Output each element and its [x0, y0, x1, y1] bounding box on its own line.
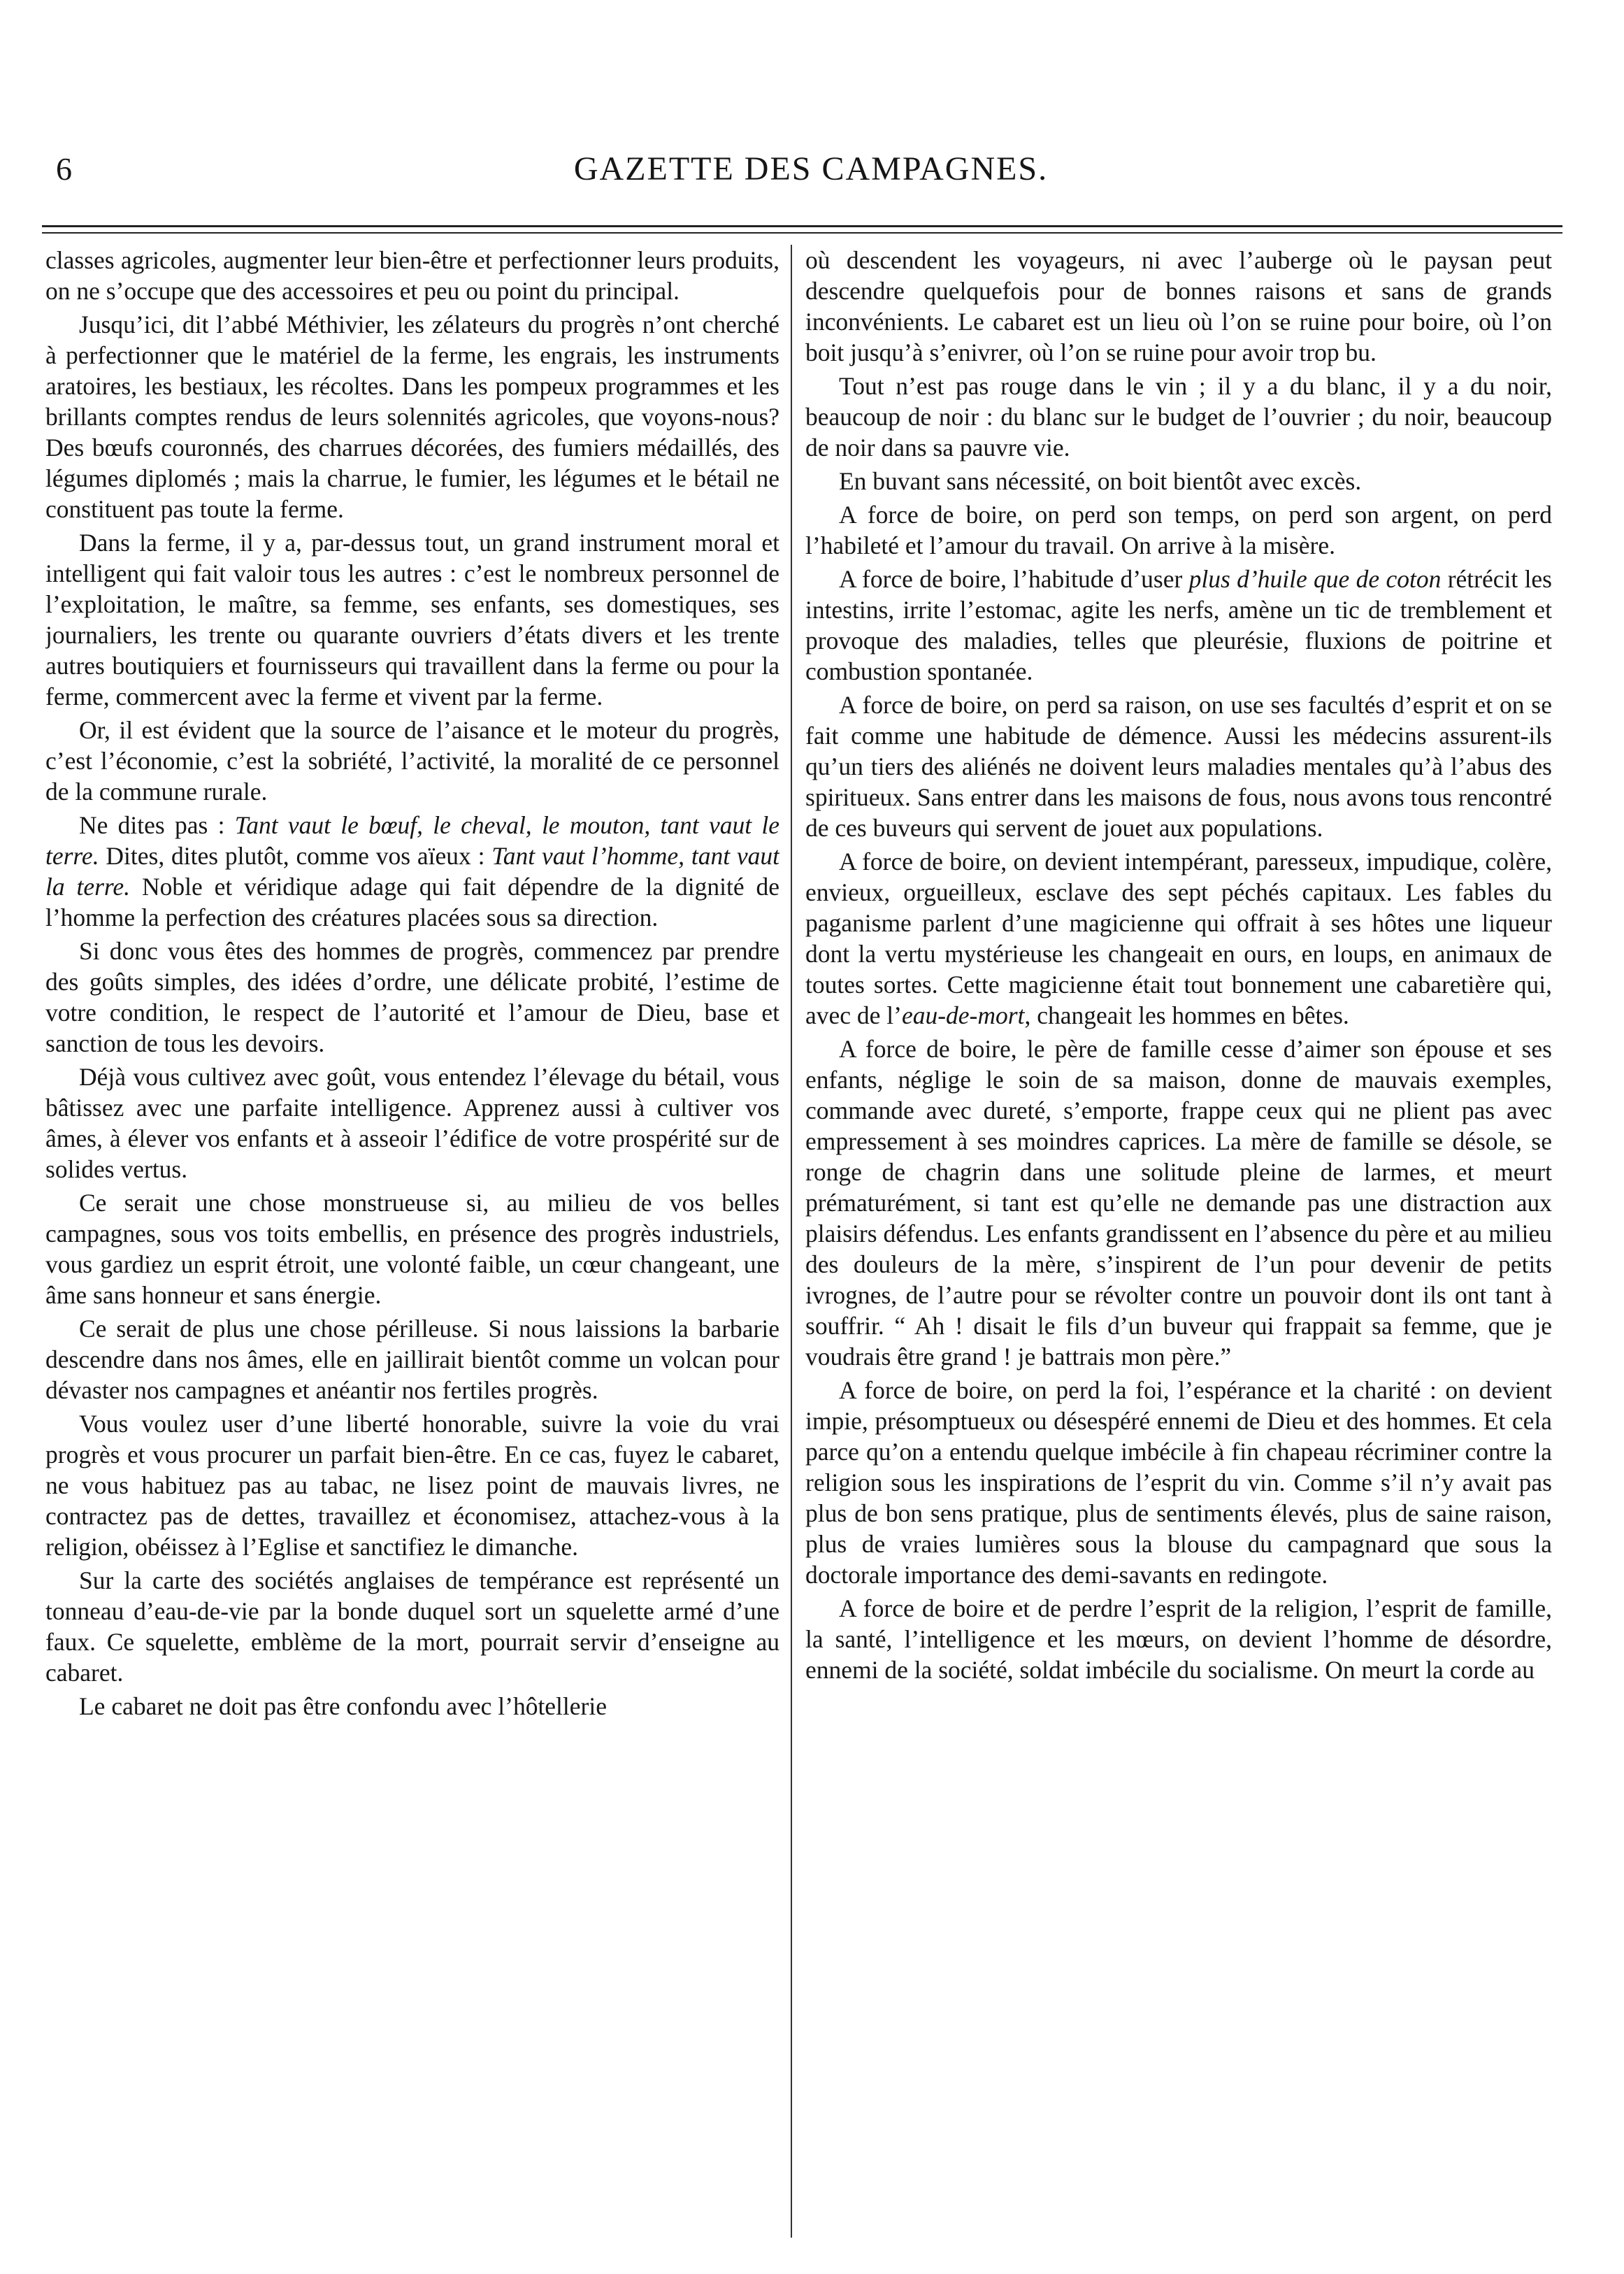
header-rule-thick	[42, 225, 1562, 227]
text-run: A force de boire, on devient intempérant, paresseux, impudique, colère, envieux, orgueilleux, esclave des sept péchés capitaux. Les fables du paganisme parlent d’une magicienne qui offrait à ses hôtes une liqueur dont la vertu mystérieuse les changeait en ours, en loups, en animaux de toutes sortes. Cette magicienne était tout bonnement une cabaretière qui, avec de l’	[805, 848, 1552, 1029]
italic-quote: Tant vaut le bœuf, le cheval, le mouton, tant vaut le terre.	[45, 811, 779, 870]
left-paragraph-9: Ce serait de plus une chose périlleuse. Si nous laissions la barbarie descendre dans nos âmes, elle en jaillirait bientôt comme un volcan pour dévaster nos campagnes et anéantir nos fertiles progrès.	[45, 1315, 779, 1404]
right-paragraph-4: A force de boire, on perd son temps, on perd son argent, on perd l’habileté et l’amour du travail. On arrive à la misère.	[805, 501, 1552, 559]
right-paragraph-8: A force de boire, le père de famille cesse d’aimer son épouse et ses enfants, néglige le soin de sa maison, donne de mauvais exemples, commande avec dureté, s’emporte, frappe ceux qui ne plient pas avec empressement à ses moindres caprices. La mère de famille se désole, se ronge de chagrin dans une solitude pleine de larmes, et meurt prématurément, si tant est qu’elle ne demande pas une distraction aux plaisirs défendus. Les enfants grandissent en l’absence du père et au milieu des douleurs de la mère, s’inspirent de l’un pour devenir de petits ivrognes, de l’autre pour se révolter contre un pouvoir dont ils ont tant à souffrir. “ Ah ! disait le fils d’un buveur qui frappait sa femme, que je voudrais être grand ! je battrais mon père.”	[805, 1035, 1552, 1371]
right-paragraph-5	[805, 564, 1552, 687]
left-paragraph-7: Déjà vous cultivez avec goût, vous entendez l’élevage du bétail, vous bâtissez avec une parfaite intelligence. Apprenez aussi à cultiver vos âmes, à élever vos enfants et à asseoir l’édifice de votre prospérité sur de solides vertus.	[45, 1063, 779, 1183]
left-paragraph-1: classes agricoles, augmenter leur bien-être et perfectionner leurs produits, on ne s’occupe que des accessoires et peu ou point du principal.	[45, 246, 779, 305]
text-run: Ne dites pas :	[79, 811, 235, 839]
right-paragraph-10: A force de boire et de perdre l’esprit de la religion, l’esprit de famille, la santé, l’intelligence et les mœurs, on devient l’homme de désordre, ennemi de la société, soldat imbécile du socialisme. On meurt la corde au	[805, 1594, 1552, 1684]
left-paragraph-10: Vous voulez user d’une liberté honorable, suivre la voie du vrai progrès et vous procurer un parfait bien-être. En ce cas, fuyez le cabaret, ne vous habituez pas au tabac, ne lisez point de mauvais livres, ne contractez pas de dettes, travaillez et économisez, attachez-vous à la religion, obéissez à l’Eglise et sanctifiez le dimanche.	[45, 1410, 779, 1561]
left-column	[45, 245, 779, 2245]
column-divider	[791, 245, 792, 2238]
left-paragraph-8: Ce serait une chose monstrueuse si, au milieu de vos belles campagnes, sous vos toits embellis, en présence des progrès industriels, vous gardiez un esprit étroit, une volonté faible, un cœur changeant, une âme sans honneur et sans énergie.	[45, 1189, 779, 1309]
right-paragraph-1: où descendent les voyageurs, ni avec l’auberge où le paysan peut descendre quelquefois pour de bonnes raisons et sans de grands inconvénients. Le cabaret est un lieu où l’on se ruine pour boire, où l’on boit jusqu’à s’enivrer, où l’on se ruine pour avoir trop bu.	[805, 246, 1552, 366]
left-paragraph-12: Le cabaret ne doit pas être confondu avec l’hôtellerie	[79, 1692, 607, 1720]
left-paragraph-4: Or, il est évident que la source de l’aisance et le moteur du progrès, c’est l’économie, c’est la sobriété, l’activité, la moralité de ce personnel de la commune rurale.	[45, 716, 779, 806]
left-paragraph-11: Sur la carte des sociétés anglaises de tempérance est représenté un tonneau d’eau-de-vie par la bonde duquel sort un squelette armé d’une faux. Ce squelette, emblème de la mort, pourrait servir d’enseigne au cabaret.	[45, 1566, 779, 1687]
page-header	[42, 147, 1580, 192]
text-run: A force de boire, l’habitude d’user	[839, 565, 1189, 593]
text-run: Noble et véridique adage qui fait dépendre de la dignité de l’homme la perfection des créatures placées sous sa direction.	[45, 873, 779, 931]
text-run: rétrécit les intestins, irrite l’estomac, agite les nerfs, amène un tic de tremblement et provoque des maladies, telles que pleurésie, fluxions de poitrine et combustion spontanée.	[805, 565, 1552, 685]
left-paragraph-6: Si donc vous êtes des hommes de progrès, commencez par prendre des goûts simples, des idées d’ordre, une délicate probité, l’estime de votre condition, le respect de l’autorité et l’amour de Dieu, base et sanction de tous les devoirs.	[45, 937, 779, 1057]
right-paragraph-3: En buvant sans nécessité, on boit bientôt avec excès.	[839, 467, 1362, 495]
left-paragraph-3: Dans la ferme, il y a, par-dessus tout, un grand instrument moral et intelligent qui fait valoir tous les autres : c’est le nombreux personnel de l’exploitation, le maître, sa femme, ses enfants, ses domestiques, ses journaliers, les trente ou quarante ouvriers d’états divers et les trente autres boutiquiers et fournisseurs qui travaillent dans la ferme ou pour la ferme, commercent avec la ferme et vivent par la ferme.	[45, 529, 779, 710]
right-paragraph-6: A force de boire, on perd sa raison, on use ses facultés d’esprit et on se fait comme une habitude de démence. Aussi les médecins assurent-ils qu’un tiers des aliénés ne doivent leurs maladies mentales qu’à l’abus des spiritueux. Sans entrer dans les maisons de fous, nous avons tous rencontré de ces buveurs qui servent de jouet aux populations.	[805, 691, 1552, 842]
italic-quote: Tant vaut l’homme, tant vaut la terre.	[45, 842, 779, 901]
right-column	[805, 245, 1552, 2245]
italic-phrase: eau-de-mort	[901, 1001, 1025, 1029]
right-paragraph-9: A force de boire, on perd la foi, l’espérance et la charité : on devient impie, présomptueux ou désespéré ennemi de Dieu et des hommes. Et cela parce qu’on a entendu quelque imbécile à fin chapeau récriminer contre la religion sous les inspirations de l’esprit du vin. Comme s’il n’y avait pas plus de bon sens pratique, plus de sentiments élevés, plus de saine raison, plus de vraies lumières sous la blouse du campagnard que sous la doctorale importance des demi-savants en redingote.	[805, 1376, 1552, 1589]
right-paragraph-2: Tout n’est pas rouge dans le vin ; il y a du blanc, il y a du noir, beaucoup de noir : du blanc sur le budget de l’ouvrier ; du noir, beaucoup de noir dans sa pauvre vie.	[805, 372, 1552, 462]
page-number: 6	[56, 151, 72, 187]
text-run: , changeait les hommes en bêtes.	[1024, 1001, 1349, 1029]
journal-title: GAZETTE DES CAMPAGNES.	[573, 150, 1049, 187]
italic-phrase: plus d’huile que de coton	[1188, 565, 1442, 593]
left-paragraph-5	[45, 810, 779, 933]
text-run: Dites, dites plutôt, comme vos aïeux :	[99, 842, 492, 870]
left-paragraph-2: Jusqu’ici, dit l’abbé Méthivier, les zélateurs du progrès n’ont cherché à perfectionner que le matériel de la ferme, les engrais, les instruments aratoires, les bestiaux, les récoltes. Dans les pompeux programmes et les brillants comptes rendus de leurs solennités agricoles, que voyons-nous? Des bœufs couronnés, des charrues décorées, des fumiers médaillés, des légumes diplomés ; mais la charrue, le fumier, les légumes et le bétail ne constituent pas toute la ferme.	[45, 310, 779, 523]
header-rule-thin	[42, 232, 1562, 234]
right-paragraph-7	[805, 846, 1552, 1031]
